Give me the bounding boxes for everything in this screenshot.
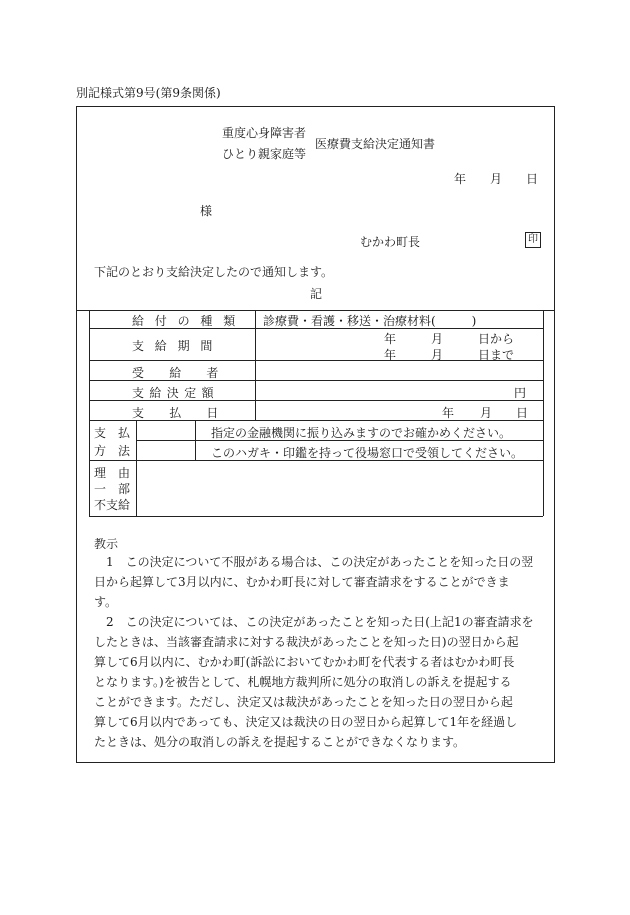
method-option-transfer: 指定の金融機関に振り込みますのでお確かめください。: [211, 426, 512, 440]
intro-text: 下記のとおり支給決定したので通知します。: [94, 265, 334, 279]
period-to-month: 月: [431, 348, 444, 362]
notice-item2-line: たときは、処分の取消しの訴えを提起することができなくなります。: [94, 735, 466, 749]
table-col-line: [136, 420, 137, 516]
method-label-2: 方 法: [94, 444, 131, 458]
issue-date-year: 年: [454, 172, 467, 186]
table-col-line: [195, 420, 196, 460]
issue-date-day: 日: [526, 172, 539, 186]
category-disabled: 重度心身障害者: [222, 126, 307, 140]
method-option-counter: このハガキ・印鑑を持って役場窓口で受領してください。: [211, 446, 524, 460]
form-number: 別記様式第9号(第9条関係): [76, 86, 221, 100]
period-to-day: 日まで: [478, 348, 515, 362]
paydate-month: 月: [480, 406, 493, 420]
notice-item1-line: 1 この決定について不服がある場合は、この決定があったことを知った日の翌: [106, 555, 534, 569]
notice-item2-line: したときは、当該審査請求に対する裁決があったことを知った日)の翌日から起: [94, 635, 519, 649]
table-col-line: [255, 310, 256, 420]
kind-label: 給付の種類: [132, 314, 247, 328]
notice-item2-line: 算して6月以内であっても、決定又は裁決の日の翌日から起算して1年を経過し: [94, 715, 518, 729]
recipient-label: 受給者: [132, 366, 244, 380]
seal-mark: 印: [525, 232, 541, 248]
method-label-1: 支 払: [94, 426, 131, 440]
ki-heading: 記: [310, 287, 323, 301]
period-from-month: 月: [431, 332, 444, 346]
amount-unit: 円: [514, 386, 527, 400]
notice-item1-line: 日から起算して3月以内に、むかわ町長に対して審査請求をすることができま: [94, 575, 510, 589]
issuer-name: むかわ町長: [360, 235, 421, 249]
reason-label-3: 不支給: [94, 498, 131, 512]
notice-item2-line: ことができます。ただし、決定又は裁決があったことを知った日の翌日から起: [94, 695, 513, 709]
paydate-label: 支払日: [132, 406, 244, 420]
period-to-year: 年: [384, 348, 397, 362]
period-from-day: 日から: [478, 332, 515, 346]
kind-value: 診療費・看護・移送・治療材料( ): [263, 314, 477, 328]
reason-label-1: 理 由: [94, 466, 131, 480]
recipient-honorific: 様: [200, 204, 213, 218]
paydate-year: 年: [442, 406, 455, 420]
notice-item1-line: す。: [94, 595, 118, 609]
table-line: [89, 516, 543, 517]
document-title: 医療費支給決定通知書: [315, 137, 436, 151]
issue-date-month: 月: [490, 172, 503, 186]
amount-label: 支給決定額: [132, 386, 220, 400]
notice-item2-line: 2 この決定については、この決定があったことを知った日(上記1の審査請求を: [106, 615, 534, 629]
table-right-line: [543, 310, 544, 516]
category-single-parent: ひとり親家庭等: [222, 147, 307, 161]
table-line: [89, 360, 543, 361]
notice-item2-line: 算して6月以内に、むかわ町(訴訟においてむかわ町を代表する者はむかわ町長: [94, 655, 515, 669]
table-left-line: [89, 310, 90, 516]
period-from-year: 年: [384, 332, 397, 346]
paydate-day: 日: [516, 406, 529, 420]
table-top-line: [76, 310, 555, 311]
reason-label-2: 一 部: [94, 482, 131, 496]
notice-item2-line: となります。)を被告として、札幌地方裁判所に処分の取消しの訴えを提起する: [94, 675, 512, 689]
period-label: 支給期間: [132, 339, 224, 353]
notice-heading: 教示: [94, 537, 119, 551]
